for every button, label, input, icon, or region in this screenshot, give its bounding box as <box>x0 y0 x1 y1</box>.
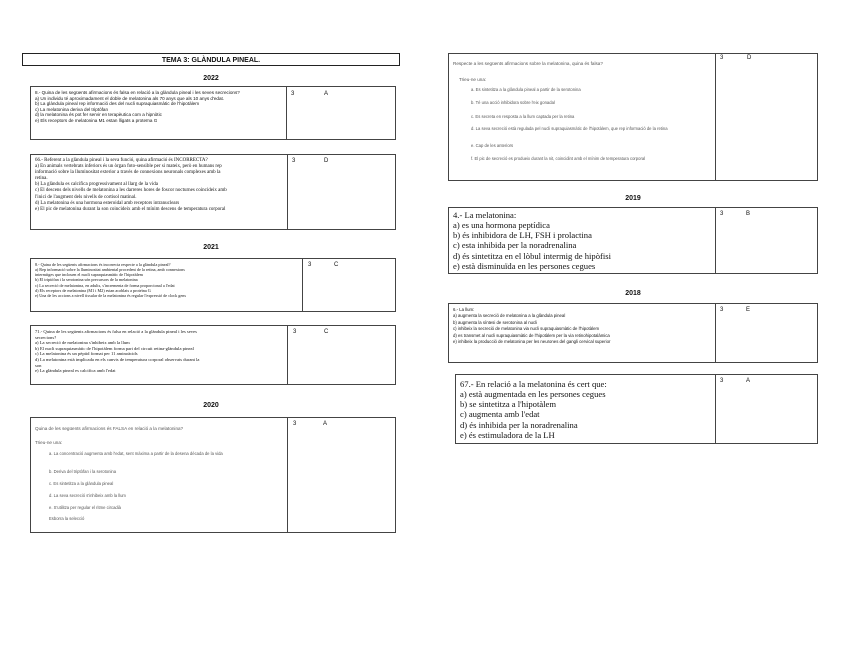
question-text: 8.- Quina de les següents afirmacions és incorrecta respecte a la glàndula pineal? a) Rep informació sobre la lluminositat ambiental procedent de la retina, amb connexions intermitges que inclouen el nucli supraquiasmàtic de l'hipotàlem b) El triptòfan i la serotonina són precursors de la melatonina c) La secreció de melatonina, en adults, s'incrementa de forma proporcional a l'edat d) Els receptors de melatonina (M1 i M2) estan acoblats a proteïna G e) Una de les accions a nivell tissular de la melatonina és regular l'expressió de clock gens <box>35 262 186 298</box>
column-divider <box>287 418 288 532</box>
question-2019-4 <box>448 207 818 274</box>
question-text: 67.- En relació a la melatonina és cert que: a) està augmentada en les persones cegues b) se sintetitza a l'hipotàlem c) augmenta amb l'edat d) és inhibida per la noradrenalina e) és estimuladora de la LH <box>460 379 607 440</box>
question-number: 3 <box>293 421 297 427</box>
column-divider <box>287 155 288 229</box>
answer-letter: D <box>747 55 752 61</box>
question-header: Quina de les següents afirmacions és FALSA en relació a la melatonina? <box>35 426 184 431</box>
question-2018-6 <box>448 303 818 363</box>
question-text: 8.- Quina de les següents afirmacions és falsa en relació a la glàndula pineal i les seves secrecions? a) Un individu té aproximadament el doble de melatonina als 70 anys que als 10 anys d'edat. b) La glàndula pineal rep informació des del nucli supraquiasmàtic de l'hipotàlem c) La melatonina deriva del triptòfan d) la melatonina és pot fer servir en terapèutica com a hipnòtic e) Els receptors de melatonina M1 estan lligats a proteïna G <box>35 90 240 123</box>
question-text: 66.- Referent a la glàndula pineal i la seva funció, quina afirmació és INCORRECTA? a) En animals vertebrats inferiors és un òrgan foto-sensible per si mateix, però en humans rep informació sobre la lluminositat exterior a través de connexions neuronals complexes amb la retina. b) La glàndula es calcifica progressivament al llarg de la vida c) El descens dels nivells de melatonina a les darreres hores de foscor nocturnes coincideix amb l'inici de l'augment dels nivells de cortisol matinal. d) La melatonina és una hormona esteroidal amb receptors intranuclears e) El pic de melatonina durant la son coincideix amb el mínim descens de temperatura corporal <box>35 158 227 212</box>
question-header: Respecte a les següents afirmacions sobre la melatonina, quina és falsa? <box>453 61 603 66</box>
option-c: c. Es sintetitza a la glàndula pineal <box>49 481 114 486</box>
question-right-top <box>448 53 818 181</box>
question-text: 4.- La melatonina: a) es una hormona peptídica b) és inhibidora de LH, FSH i prolactina c) esta inhibida per la noradrenalina d) és sintetitza en el lòbul intermig de hipòfisi e) està disminuïda en les persones cegues <box>453 210 611 271</box>
answer-letter: E <box>746 307 751 313</box>
option-b: b. Deriva del triptòfan i la serotonina <box>49 469 117 474</box>
question-number: 3 <box>292 158 296 164</box>
question-number: 3 <box>293 329 297 335</box>
year-heading-2019: 2019 <box>625 195 641 202</box>
choose-one-label: Trieu-ne una: <box>35 440 63 445</box>
column-divider <box>286 87 287 139</box>
answer-letter: C <box>324 329 329 335</box>
option-a: a. La concentració augmenta amb l'edat, sent màxima a partir de la desena dècada de la vida <box>49 451 223 456</box>
question-number: 3 <box>720 211 724 217</box>
option-e: e. S'utilitza per regular el ritme circadià <box>49 505 122 510</box>
question-number: 3 <box>720 378 724 384</box>
column-divider <box>715 208 716 273</box>
column-divider <box>715 54 716 180</box>
question-number: 3 <box>308 262 312 268</box>
column-divider <box>302 259 303 311</box>
answer-letter: A <box>323 421 328 427</box>
choose-one-label: Trieu-ne una: <box>459 77 487 82</box>
option-a: a. Es sintetitza a la glàndula pineal a partir de la serotonina <box>471 87 581 92</box>
answer-letter: C <box>334 262 339 268</box>
question-2020 <box>30 417 396 533</box>
question-2021-71 <box>30 325 396 385</box>
page-title: TEMA 3: GLÀNDULA PINEAL. <box>22 53 400 66</box>
option-d: d. La seva secreció s'inhibeix amb la llum <box>49 493 126 498</box>
answer-letter: D <box>324 158 329 164</box>
answer-letter: B <box>746 211 751 217</box>
column-divider <box>715 375 716 443</box>
option-d: d. La seva secreció està regulada pel nucli supraquiasmàtic de l'hipotàlem, que rep informació de la retina <box>471 126 668 131</box>
column-divider <box>287 326 288 384</box>
question-2021-8 <box>30 258 396 312</box>
question-2022-66 <box>30 154 396 230</box>
year-heading-2020: 2020 <box>203 402 219 409</box>
question-text: 71.- Quina de les següents afirmacions és falsa en relació a la glàndula pineal i les seves secrecions? a) La secreció de melatonina s'inhibeix amb la llum b) El nucli supraquiasmàtic de l'hipotàlem forma part del circuit retina-glàndula pineal c) La melatonina és un pèptid format per 11 aminoàcids d) La melatonina està implicada en els canvis de temperatura corporal observats durant la son e) La glàndula pineal es calcifica amb l'edat <box>35 329 200 374</box>
question-2022-8 <box>30 86 396 140</box>
answer-letter: A <box>746 378 751 384</box>
year-heading-2018: 2018 <box>625 290 641 297</box>
option-b: b. Té una acció inhibidora sobre l'eix gonadal <box>471 100 555 105</box>
year-heading-2021: 2021 <box>203 244 219 251</box>
option-c: c. Es secreta en resposta a la llum captada per la retina <box>471 114 575 119</box>
question-number: 3 <box>720 307 724 313</box>
question-2018-67 <box>455 374 818 444</box>
answer-letter: A <box>324 91 329 97</box>
question-number: 3 <box>720 55 724 61</box>
column-divider <box>715 304 716 362</box>
question-text: 6.- La llum: a) augmenta la secreció de melatonina a la glàndula pineal b) augmenta la síntesi de serotonina al nucli c) inhibeix la secreció de melatonina via nucli supraquiasmàtic de l'hipotàlem d) es transmet al nucli supraquiasmàtic de l'hipotàlem per la via retinohipotalàmica e) inhibeix la producció de melatonina per les neurones del gangli cervical superior <box>453 307 611 345</box>
year-heading-2022: 2022 <box>203 75 219 82</box>
clear-selection-link[interactable]: Esborra la selecció <box>49 516 85 521</box>
option-f: f. El pic de secreció es produeix durant la nit, coincidint amb el mínim de temperatura corporal <box>471 156 646 161</box>
question-number: 3 <box>291 91 295 97</box>
option-e: e. Cap de les anteriors <box>471 143 514 148</box>
